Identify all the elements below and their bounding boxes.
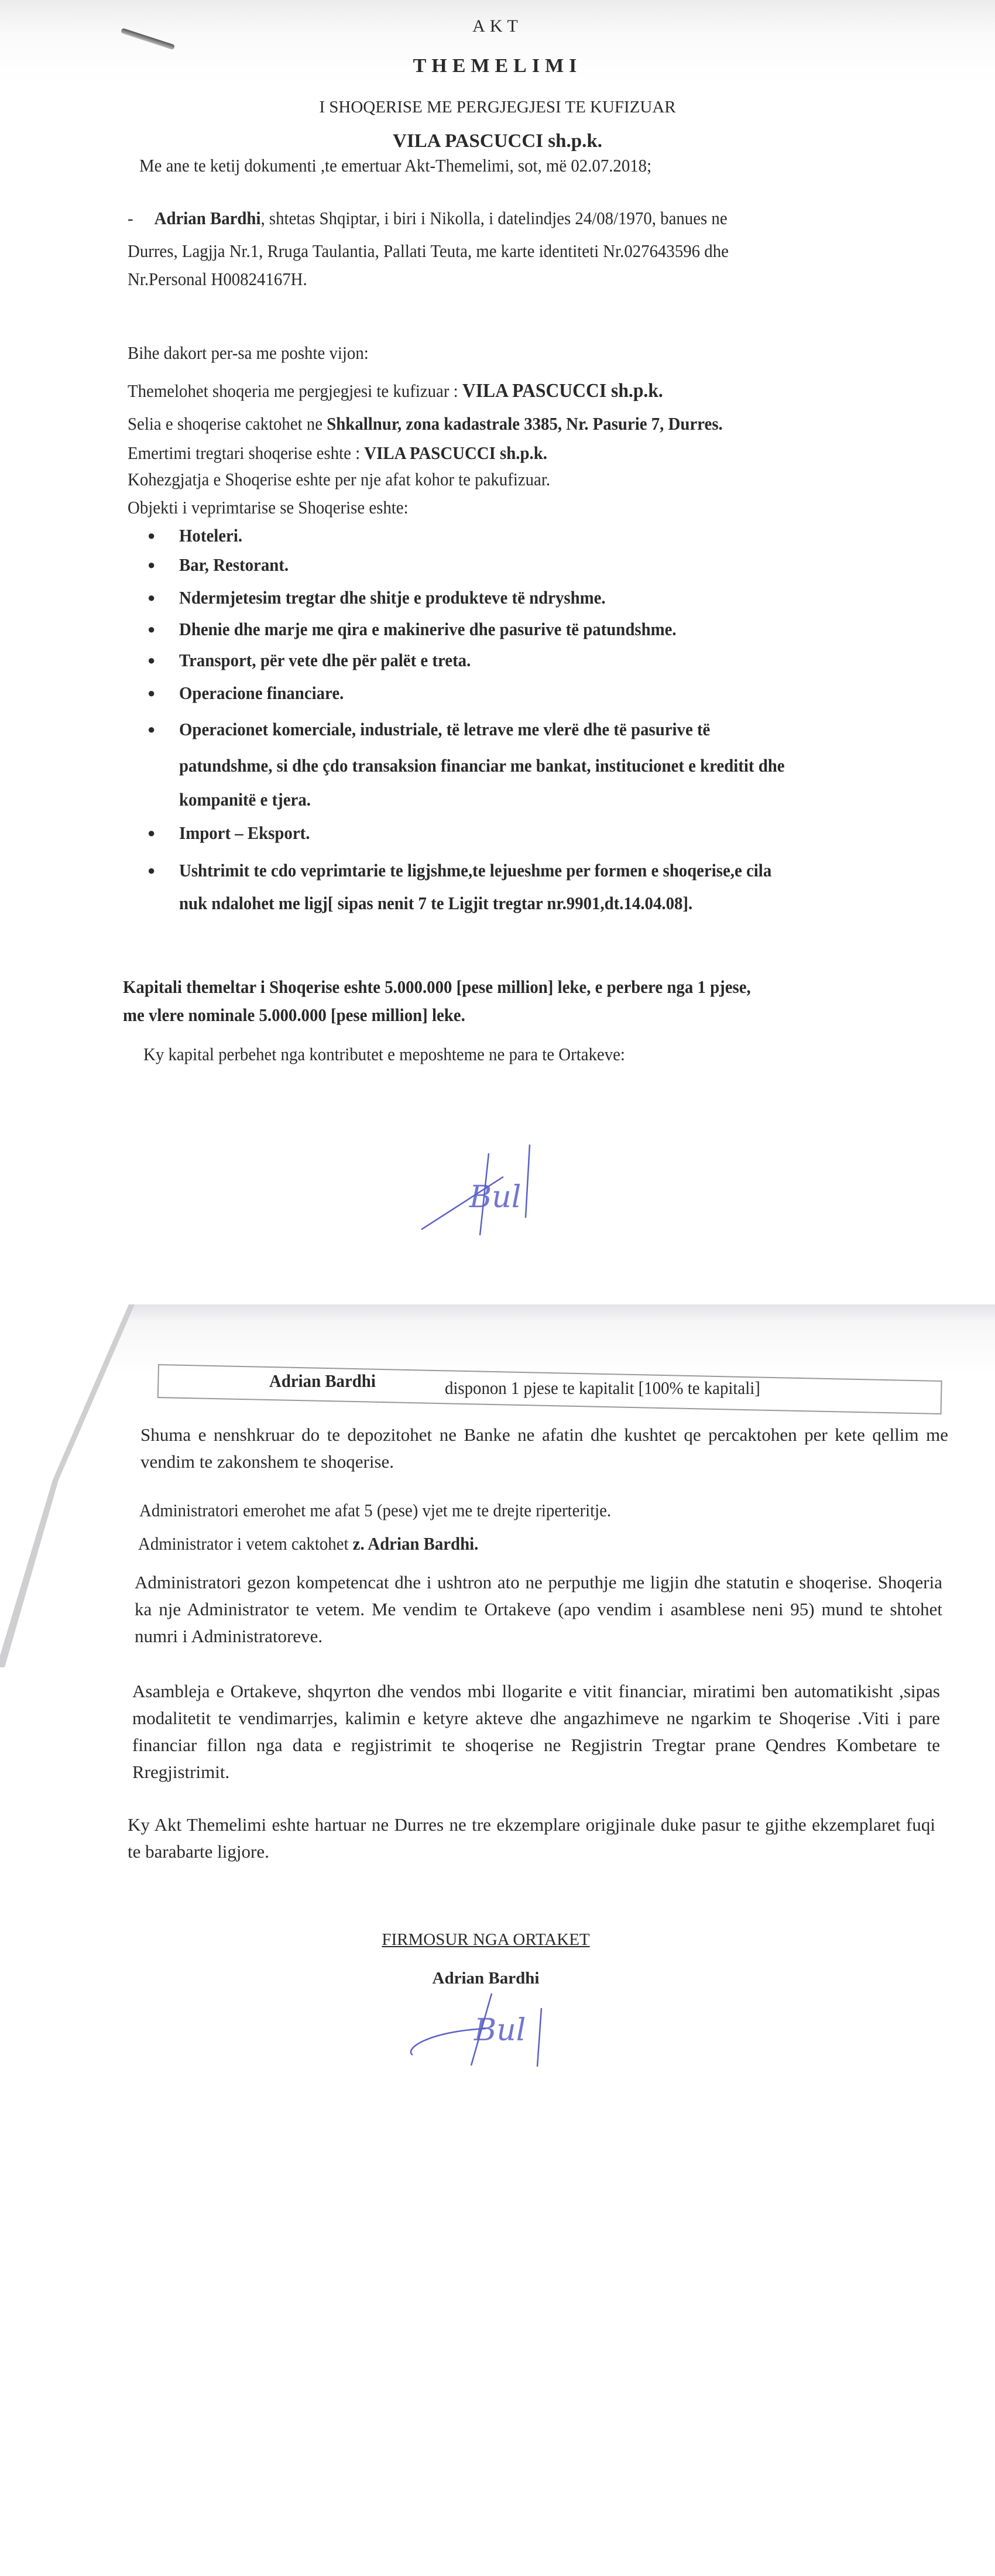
list-item: Import – Eksport. [179,823,310,843]
list-item: Hoteleri. [179,525,243,546]
subtitle: I SHOQERISE ME PERGJEGJESI TE KUFIZUAR [319,98,676,117]
signed-by-heading: FIRMOSUR NGA ORTAKET [382,1930,590,1949]
establish-line [128,381,663,401]
admin-sole-value: z. Adrian Bardhi. [352,1533,479,1554]
list-item-continued: nuk ndalohet me ligj[ sipas nenit 7 te Ligjit tregtar nr.9901,dt.14.04.08]. [179,893,693,913]
list-item-continued: patundshme, si dhe çdo transaksion financiar me bankat, institucionet e kreditit dhe [179,755,785,776]
list-item: Operacione financiare. [179,683,344,703]
agreement-text: Bihe dakort per-sa me poshte vijon: [128,342,369,363]
trade-name-label: Emertimi tregtari shoqerise eshte : [128,443,365,463]
capital-line-1: Kapitali themeltar i Shoqerise eshte 5.000.000 [pese million] leke, e perbere nga 1 pjese, [123,977,751,997]
establish-value: VILA PASCUCCI sh.p.k. [462,380,663,402]
admin-sole-line [138,1534,478,1554]
signature-image [416,1142,568,1241]
founder-line-1 [128,208,728,228]
founder-name: Adrian Bardhi [154,208,261,228]
bullet-icon: ● [147,622,156,636]
signer-name: Adrian Bardhi [432,1969,540,1988]
founder-line-3: Nr.Personal H00824167H. [128,269,307,289]
bullet-icon: ● [147,863,156,878]
trade-name-line [128,443,547,463]
assembly-paragraph: Asambleja e Ortakeve, shqyrton dhe vendos mbi llogarite e vitit financiar, miratimi ben automatikisht ,sipas modalitetit te vendimarrjes, kalimin e ketyre akteve dhe angazhimeve ne ngarkim te Shoqerise .Viti i pare financiar fillon nga data e regjistrimit te shoqerise ne Regjistrin Tregtar prane Qendres Kombetare te Rregjistrimit. [132,1681,940,1782]
capital-contributions: Ky kapital perbehet nga kontributet e meposhteme ne para te Ortakeve: [143,1044,625,1064]
seat-value: Shkallnur, zona kadastrale 3385, Nr. Pasurie 7, Durres. [327,413,723,434]
founder-line-2: Durres, Lagjja Nr.1, Rruga Taulantia, Pallati Teuta, me karte identiteti Nr.027643596 dhe [128,241,729,261]
signature-initials: Bul [469,1180,521,1215]
deposit-paragraph: Shuma e nenshkruar do te depozitohet ne Banke ne afatin dhe kushtet qe percaktohen per kete qellim me vendim te zakonshem te shoqerise. [140,1424,948,1472]
signature-initials: Bul [474,2013,526,2048]
shareholder-share: disponon 1 pjese te kapitalit [100% te kapitali] [445,1378,760,1398]
seat-line [128,414,723,434]
admin-powers-paragraph: Administratori gezon kompetencat dhe i ushtron ato ne perputhje me ligjin dhe statutin e shoqerise. Shoqeria ka nje Administrator te vetem. Me vendim te Ortakeve (apo vendim i asamblese neni 95) mund te shtohet numri i Administratoreve. [135,1572,942,1646]
founder-details: , shtetas Shqiptar, i biri i Nikolla, i datelindjes 24/08/1970, banues ne [260,208,728,228]
intro-text: Me ane te ketij dokumenti ,te emertuar Akt-Themelimi, sot, më 02.07.2018; [139,155,652,176]
list-item: Dhenie dhe marje me qira e makinerive dhe pasurive të patundshme. [179,619,677,639]
list-item: Ndermjetesim tregtar dhe shitje e produkteve të ndryshme. [179,587,606,608]
document-page-1 [0,0,995,1282]
duration-text: Kohezgjatja e Shoqerise eshte per nje afat kohor te pakufizuar. [128,469,551,489]
bullet-icon: ● [147,590,156,605]
capital-line-2: me vlere nominale 5.000.000 [pese million] leke. [123,1005,465,1025]
bullet-icon: ● [147,825,156,840]
title-akt: AKT [472,16,523,36]
list-item: Operacionet komerciale, industriale, të letrave me vlerë dhe të pasurive të [179,719,711,739]
bullet-icon: ● [147,528,156,543]
copies-paragraph: Ky Akt Themelimi eshte hartuar ne Durres ne tre ekzemplare origjinale duke pasur te gjithe ekzemplaret fuqi te barabarte ligjore. [128,1814,935,1862]
list-item-continued: kompanitë e tjera. [179,789,311,810]
bullet-icon: ● [147,557,156,572]
seat-label: Selia e shoqerise caktohet ne [128,413,327,434]
founder-dash: - [128,208,133,228]
company-heading: VILA PASCUCCI sh.p.k. [393,131,602,152]
signature-image [404,1991,574,2067]
title-themelimi: THEMELIMI [413,55,582,77]
bullet-icon: ● [147,686,156,700]
admin-sole-label: Administrator i vetem caktohet [138,1533,353,1554]
bullet-icon: ● [147,653,156,667]
bullet-icon: ● [147,722,156,737]
shareholder-name: Adrian Bardhi [269,1371,376,1391]
admin-term: Administratori emerohet me afat 5 (pese) vjet me te drejte riperteritje. [139,1500,612,1520]
establish-label: Themelohet shoqeria me pergjegjesi te kufizuar : [128,381,462,401]
list-item: Bar, Restorant. [179,554,289,575]
trade-name-value: VILA PASCUCCI sh.p.k. [364,443,547,463]
list-item: Ushtrimit te cdo veprimtarie te ligjshme,te lejueshme per formen e shoqerise,e cila [179,860,772,881]
objects-intro: Objekti i veprimtarise se Shoqerise eshte: [128,497,409,518]
list-item: Transport, për vete dhe për palët e treta. [179,650,471,670]
